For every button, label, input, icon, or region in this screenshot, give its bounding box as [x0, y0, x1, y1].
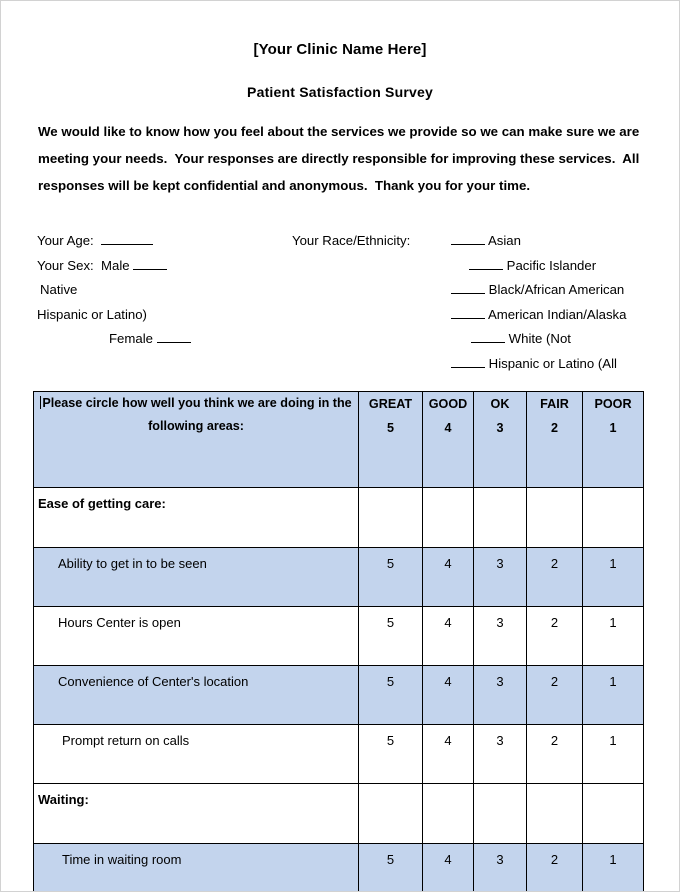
rating-option-1[interactable]: 1 — [583, 607, 644, 666]
table-section-row — [34, 784, 644, 844]
table-header-row — [34, 392, 644, 488]
section-blank-cell — [423, 784, 474, 844]
column-header-poor-num: 1 — [609, 421, 617, 435]
race-option-pacific-islander — [451, 254, 680, 279]
race-option-american-indian — [451, 303, 680, 328]
race-black-blank[interactable] — [451, 280, 485, 294]
table-row — [34, 844, 644, 892]
rating-option-5[interactable]: 5 — [359, 666, 423, 725]
race-option-list — [451, 229, 680, 376]
rating-option-3[interactable]: 3 — [474, 844, 527, 892]
table-prompt-cell — [34, 392, 359, 488]
rating-option-4[interactable]: 4 — [423, 725, 474, 784]
rating-option-4[interactable]: 4 — [423, 844, 474, 892]
sex-field-row — [37, 254, 287, 279]
hispanic-latino-text: Hispanic or Latino) — [37, 306, 147, 322]
race-pacific-islander-blank[interactable] — [469, 256, 503, 270]
rating-option-3[interactable]: 3 — [474, 607, 527, 666]
race-option-hispanic — [451, 352, 680, 377]
column-header-good — [423, 392, 474, 488]
table-row — [34, 725, 644, 784]
rating-option-4[interactable]: 4 — [423, 548, 474, 607]
race-asian-blank[interactable] — [451, 231, 485, 245]
section-blank-cell — [359, 784, 423, 844]
rating-option-1[interactable]: 1 — [583, 844, 644, 892]
rating-option-3[interactable]: 3 — [474, 666, 527, 725]
rating-option-1[interactable]: 1 — [583, 725, 644, 784]
race-american-indian-blank[interactable] — [451, 305, 485, 319]
race-black-label: Black/African American — [488, 282, 625, 297]
section-blank-cell — [474, 488, 527, 548]
rating-option-3[interactable]: 3 — [474, 725, 527, 784]
column-header-fair-word: FAIR — [540, 397, 569, 411]
section-blank-cell — [359, 488, 423, 548]
clinic-name-heading: [Your Clinic Name Here] — [253, 41, 427, 58]
sex-female-row — [37, 327, 287, 352]
column-header-poor — [583, 392, 644, 488]
section-blank-cell — [474, 784, 527, 844]
item-label-time-in-waiting-room: Time in waiting room — [34, 844, 359, 892]
demographics-section — [1, 229, 680, 379]
rating-option-4[interactable]: 4 — [423, 607, 474, 666]
rating-option-2[interactable]: 2 — [527, 725, 583, 784]
column-header-good-num: 4 — [444, 421, 452, 435]
table-row — [34, 666, 644, 725]
rating-option-1[interactable]: 1 — [583, 666, 644, 725]
item-label-ability-to-get-in: Ability to get in to be seen — [34, 548, 359, 607]
section-blank-cell — [527, 784, 583, 844]
satisfaction-rating-table — [33, 391, 644, 892]
race-american-indian-label: American Indian/Alaska — [487, 306, 627, 322]
rating-option-2[interactable]: 2 — [527, 666, 583, 725]
rating-option-5[interactable]: 5 — [359, 725, 423, 784]
column-header-great-word: GREAT — [368, 397, 413, 411]
race-ethnicity-label: Your Race/Ethnicity: — [292, 233, 411, 248]
sex-female-blank[interactable] — [157, 329, 191, 343]
sex-female-label: Female — [109, 331, 153, 346]
section-blank-cell — [583, 488, 644, 548]
race-option-white — [451, 327, 680, 352]
race-pacific-islander-label: Pacific Islander — [506, 257, 597, 273]
section-blank-cell — [527, 488, 583, 548]
column-header-ok — [474, 392, 527, 488]
age-input-blank[interactable] — [101, 231, 153, 245]
column-header-fair-num: 2 — [550, 421, 558, 435]
table-section-row — [34, 488, 644, 548]
item-label-prompt-return-on-calls: Prompt return on calls — [34, 725, 359, 784]
rating-option-5[interactable]: 5 — [359, 607, 423, 666]
column-header-poor-word: POOR — [594, 397, 632, 411]
column-header-ok-word: OK — [490, 397, 510, 411]
native-text: Native — [40, 282, 78, 297]
section-label-ease-of-getting-care: Ease of getting care: — [34, 488, 359, 548]
sex-label: Your Sex: — [37, 257, 94, 273]
column-header-fair — [527, 392, 583, 488]
age-label: Your Age: — [37, 233, 94, 248]
race-white-label: White (Not — [508, 331, 571, 346]
rating-option-4[interactable]: 4 — [423, 666, 474, 725]
rating-option-5[interactable]: 5 — [359, 548, 423, 607]
rating-option-3[interactable]: 3 — [474, 548, 527, 607]
race-hispanic-label: Hispanic or Latino (All — [488, 355, 617, 371]
sex-male-label: Male — [101, 257, 130, 273]
rating-option-1[interactable]: 1 — [583, 548, 644, 607]
column-header-great-num: 5 — [386, 421, 394, 435]
column-header-great — [359, 392, 423, 488]
rating-option-5[interactable]: 5 — [359, 844, 423, 892]
race-option-black — [451, 278, 680, 303]
item-label-convenience-of-location: Convenience of Center's location — [34, 666, 359, 725]
column-header-ok-num: 3 — [496, 421, 504, 435]
rating-option-2[interactable]: 2 — [527, 844, 583, 892]
race-asian-label: Asian — [487, 233, 521, 248]
section-label-waiting: Waiting: — [34, 784, 359, 844]
item-label-hours-center-is-open: Hours Center is open — [34, 607, 359, 666]
rating-option-2[interactable]: 2 — [527, 548, 583, 607]
age-field-row — [37, 229, 287, 254]
rating-option-2[interactable]: 2 — [527, 607, 583, 666]
page-title: Patient Satisfaction Survey — [247, 84, 433, 100]
intro-paragraph: We would like to know how you feel about the services we provide so we can make sure we are meeting your needs. Your responses are directly responsible for improving these services. All responses will be kept confidential and anonymous. Thank you for your time. — [38, 124, 643, 193]
sex-male-blank[interactable] — [133, 256, 167, 270]
race-white-blank[interactable] — [471, 329, 505, 343]
race-option-asian — [451, 229, 680, 254]
table-row — [34, 607, 644, 666]
table-prompt-text: Please circle how well you think we are doing in the following areas: — [42, 396, 352, 433]
table-row — [34, 548, 644, 607]
race-hispanic-blank[interactable] — [451, 354, 485, 368]
section-blank-cell — [583, 784, 644, 844]
demographics-left-column — [37, 229, 287, 352]
column-header-good-word: GOOD — [428, 397, 468, 411]
section-blank-cell — [423, 488, 474, 548]
